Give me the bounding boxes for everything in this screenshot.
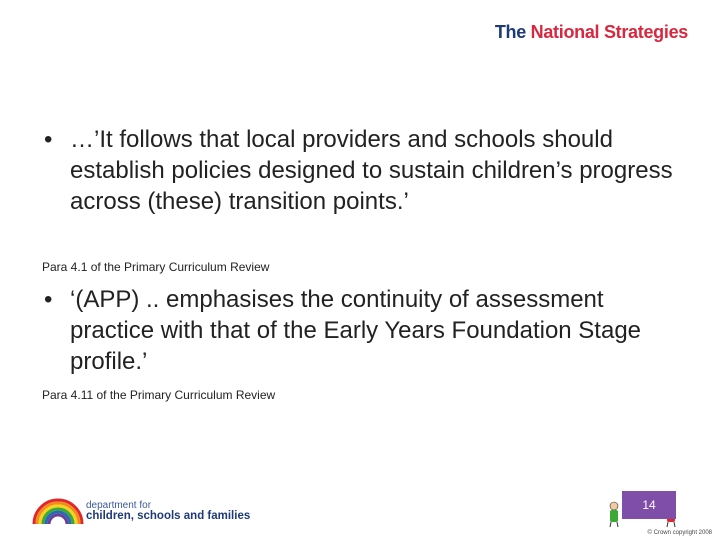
- page-number-badge: 14: [622, 491, 676, 519]
- quote-bullet-1: [44, 124, 694, 217]
- dept-line-2: children, schools and families: [86, 510, 251, 522]
- reference-1: Para 4.1 of the Primary Curriculum Review: [42, 260, 270, 274]
- quote-text-2: ‘(APP) .. emphasises the continuity of assessment practice with that of the Early Years Foundation Stage profile.’: [70, 286, 642, 375]
- bullet-marker: •: [44, 126, 53, 153]
- bullet-marker: •: [44, 286, 53, 313]
- dept-line-1: department for: [86, 500, 152, 511]
- quote-bullet-2: [44, 284, 694, 377]
- logo-word-national-strategies: National Strategies: [525, 22, 688, 42]
- national-strategies-logo: [495, 22, 688, 43]
- dcsf-logo-text: [86, 500, 250, 522]
- logo-word-the: The: [494, 22, 526, 42]
- copyright-notice: © Crown copyright 2008: [647, 530, 712, 536]
- quote-text-1: …’It follows that local providers and schools should establish policies designed to sustain children’s progress across (these) transition points.’: [70, 126, 673, 215]
- reference-2: Para 4.11 of the Primary Curriculum Review: [42, 388, 276, 402]
